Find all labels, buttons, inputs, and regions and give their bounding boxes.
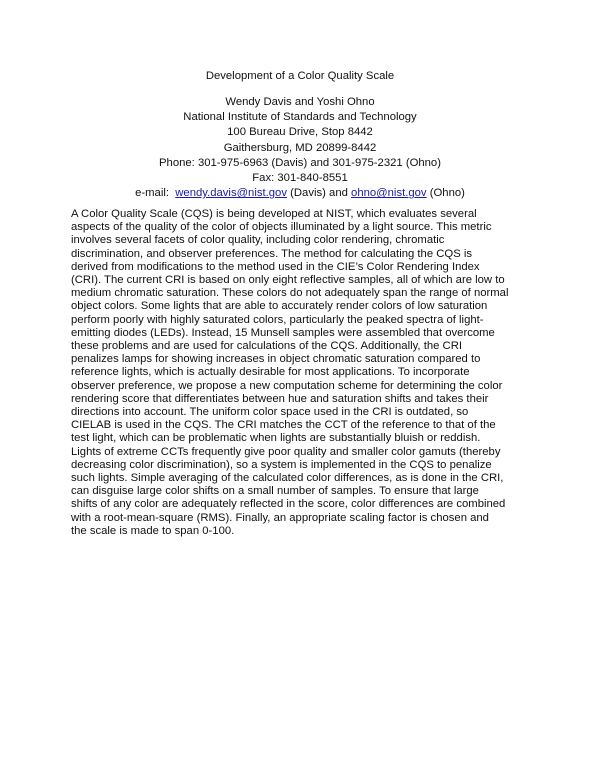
abstract-line: CIELAB is used in the CQS. The CRI matches the CCT of the reference to that of the bbox=[71, 419, 496, 432]
abstract-line: (CRI). The current CRI is based on only eight reflective samples, all of which are low to bbox=[71, 274, 505, 287]
author-block bbox=[0, 95, 600, 201]
fax-line: Fax: 301-840-8551 bbox=[252, 172, 348, 185]
abstract-line: the scale is made to span 0-100. bbox=[71, 524, 235, 537]
abstract-line: with a root-mean-square (RMS). Finally, an appropriate scaling factor is chosen and bbox=[71, 511, 489, 524]
abstract-line: A Color Quality Scale (CQS) is being developed at NIST, which evaluates several bbox=[71, 208, 477, 220]
phone-line: Phone: 301-975-6963 (Davis) and 301-975-2321 (Ohno) bbox=[159, 156, 441, 169]
abstract-line: emitting diodes (LEDs). Instead, 15 Munsell samples were assembled that overcome bbox=[71, 326, 495, 339]
abstract-paragraph bbox=[71, 208, 537, 538]
abstract-line: rendering score that differentiates between hue and saturation shifts and takes their bbox=[71, 392, 489, 405]
abstract-line: such lights. Simple averaging of the calculated color differences, as is done in the CRI, bbox=[71, 472, 504, 485]
abstract-line: observer preference, we propose a new computation scheme for determining the color bbox=[71, 379, 503, 392]
address-line-2: Gaithersburg, MD 20899-8442 bbox=[223, 141, 377, 154]
abstract-line: discrimination, and observer preferences. The method for calculating the CQS is bbox=[71, 247, 473, 260]
abstract-line: medium chromatic saturation. These colors do not adequately span the range of normal bbox=[71, 287, 509, 300]
abstract-line: test light, which can be problematic when lights are substantially bluish or reddish. bbox=[71, 432, 481, 445]
email-mid: (Davis) and bbox=[287, 187, 352, 200]
paper-title: Development of a Color Quality Scale bbox=[205, 70, 395, 82]
abstract-line: shifts of any color are adequately reflected in the score, color differences are combined bbox=[71, 498, 506, 511]
author-names: Wendy Davis and Yoshi Ohno bbox=[225, 96, 375, 108]
abstract-line: decreasing color discrimination), so a system is implemented in the CQS to penalize bbox=[71, 458, 492, 471]
abstract-line: Lights of extreme CCTs frequently give poor quality and smaller color gamuts (thereby bbox=[71, 445, 501, 458]
abstract-line: directions into account. The uniform color space used in the CRI is outdated, so bbox=[71, 406, 469, 419]
email-line bbox=[0, 186, 600, 201]
abstract-line: object colors. Some lights that are able to accurately render colors of low saturation bbox=[71, 300, 488, 313]
email-prefix: e-mail: bbox=[135, 187, 176, 200]
abstract-line: involves several facets of color quality, including color rendering, chromatic bbox=[71, 234, 445, 247]
email-suffix: (Ohno) bbox=[426, 187, 465, 200]
email-link-davis[interactable]: wendy.davis@nist.gov bbox=[175, 187, 287, 200]
abstract-line: perform poorly with highly saturated colors, particularly the peaked spectra of light- bbox=[71, 313, 484, 326]
institution: National Institute of Standards and Technology bbox=[183, 111, 417, 124]
address-line-1: 100 Bureau Drive, Stop 8442 bbox=[227, 126, 373, 139]
abstract-line: derived from modifications to the method used in the CIE’s Color Rendering Index bbox=[71, 260, 480, 273]
abstract-line: can disguise large color shifts on a small number of samples. To ensure that large bbox=[71, 485, 479, 498]
abstract-line: penalizes lamps for showing increases in object chromatic saturation compared to bbox=[71, 353, 481, 366]
email-link-ohno[interactable]: ohno@nist.gov bbox=[351, 187, 427, 200]
abstract-line: these problems and are used for calculations of the CQS. Additionally, the CRI bbox=[71, 340, 462, 353]
abstract-line: aspects of the quality of the color of objects illuminated by a light source. This metric bbox=[71, 221, 492, 234]
abstract-line: reference lights, which is actually desirable for most applications. To incorporate bbox=[71, 366, 470, 379]
